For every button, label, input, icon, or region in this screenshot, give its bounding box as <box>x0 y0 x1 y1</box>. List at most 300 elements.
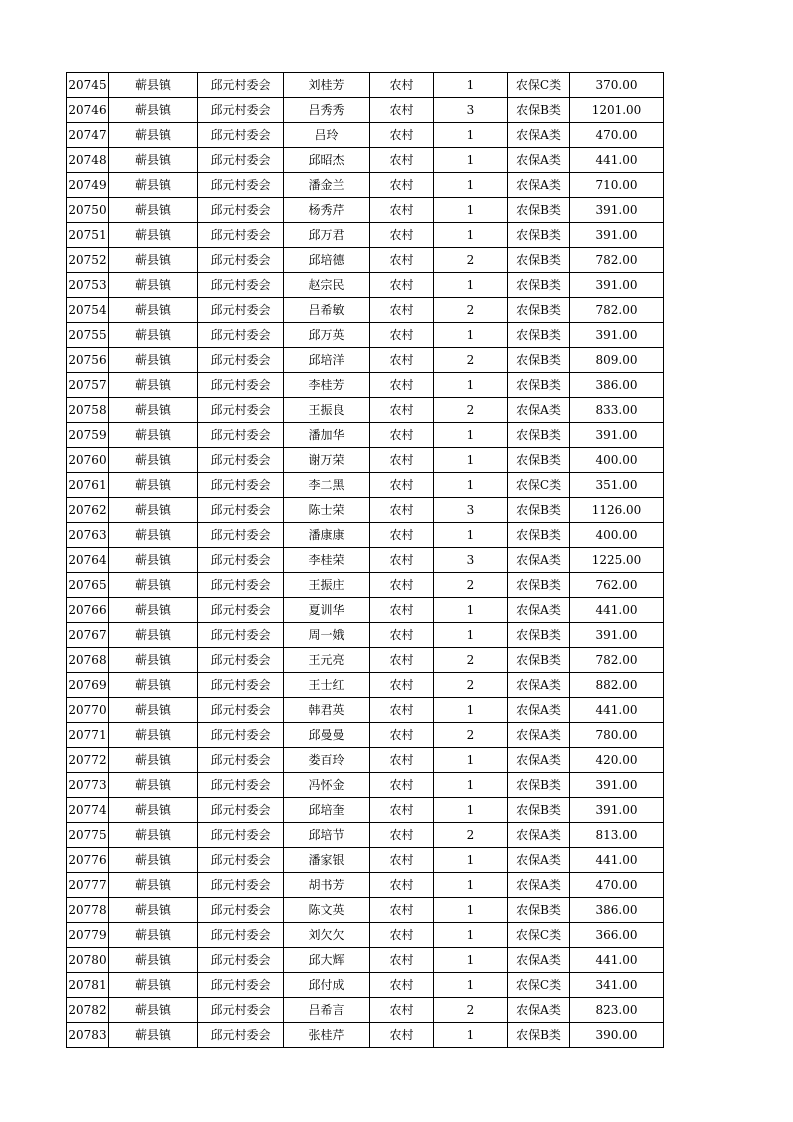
household-count-cell: 2 <box>434 348 508 373</box>
residence-type-cell: 农村 <box>370 98 434 123</box>
amount-cell: 391.00 <box>570 223 664 248</box>
town-cell: 蕲县镇 <box>109 198 198 223</box>
category-cell: 农保B类 <box>508 348 570 373</box>
table-row <box>67 448 664 473</box>
category-cell: 农保A类 <box>508 998 570 1023</box>
name-cell: 王元亮 <box>284 648 370 673</box>
table-row <box>67 998 664 1023</box>
amount-cell: 386.00 <box>570 898 664 923</box>
record-id-cell: 20768 <box>67 648 109 673</box>
name-cell: 刘欠欠 <box>284 923 370 948</box>
table-row <box>67 423 664 448</box>
town-cell: 蕲县镇 <box>109 798 198 823</box>
record-id-cell: 20782 <box>67 998 109 1023</box>
village-committee-cell: 邱元村委会 <box>198 898 284 923</box>
record-id-cell: 20763 <box>67 523 109 548</box>
town-cell: 蕲县镇 <box>109 573 198 598</box>
household-count-cell: 2 <box>434 648 508 673</box>
table-row <box>67 1023 664 1048</box>
village-committee-cell: 邱元村委会 <box>198 923 284 948</box>
table-row <box>67 148 664 173</box>
amount-cell: 386.00 <box>570 373 664 398</box>
amount-cell: 782.00 <box>570 298 664 323</box>
name-cell: 潘康康 <box>284 523 370 548</box>
table-row <box>67 573 664 598</box>
amount-cell: 1201.00 <box>570 98 664 123</box>
record-id-cell: 20752 <box>67 248 109 273</box>
category-cell: 农保B类 <box>508 898 570 923</box>
village-committee-cell: 邱元村委会 <box>198 673 284 698</box>
residence-type-cell: 农村 <box>370 498 434 523</box>
name-cell: 王士红 <box>284 673 370 698</box>
category-cell: 农保A类 <box>508 873 570 898</box>
category-cell: 农保C类 <box>508 973 570 998</box>
town-cell: 蕲县镇 <box>109 773 198 798</box>
village-committee-cell: 邱元村委会 <box>198 73 284 98</box>
household-count-cell: 1 <box>434 973 508 998</box>
household-count-cell: 2 <box>434 998 508 1023</box>
table-row <box>67 923 664 948</box>
table-row <box>67 248 664 273</box>
amount-cell: 470.00 <box>570 873 664 898</box>
name-cell: 刘桂芳 <box>284 73 370 98</box>
household-count-cell: 1 <box>434 148 508 173</box>
household-count-cell: 3 <box>434 498 508 523</box>
record-id-cell: 20755 <box>67 323 109 348</box>
town-cell: 蕲县镇 <box>109 548 198 573</box>
category-cell: 农保B类 <box>508 198 570 223</box>
table-row <box>67 648 664 673</box>
household-count-cell: 1 <box>434 848 508 873</box>
category-cell: 农保B类 <box>508 298 570 323</box>
town-cell: 蕲县镇 <box>109 923 198 948</box>
name-cell: 王振良 <box>284 398 370 423</box>
category-cell: 农保B类 <box>508 648 570 673</box>
town-cell: 蕲县镇 <box>109 148 198 173</box>
category-cell: 农保B类 <box>508 623 570 648</box>
residence-type-cell: 农村 <box>370 273 434 298</box>
table-row <box>67 948 664 973</box>
village-committee-cell: 邱元村委会 <box>198 298 284 323</box>
table-row <box>67 598 664 623</box>
amount-cell: 813.00 <box>570 823 664 848</box>
residence-type-cell: 农村 <box>370 598 434 623</box>
record-id-cell: 20753 <box>67 273 109 298</box>
town-cell: 蕲县镇 <box>109 598 198 623</box>
table-row <box>67 698 664 723</box>
amount-cell: 710.00 <box>570 173 664 198</box>
household-count-cell: 3 <box>434 548 508 573</box>
amount-cell: 400.00 <box>570 523 664 548</box>
residence-type-cell: 农村 <box>370 998 434 1023</box>
household-count-cell: 1 <box>434 198 508 223</box>
record-id-cell: 20767 <box>67 623 109 648</box>
category-cell: 农保B类 <box>508 248 570 273</box>
town-cell: 蕲县镇 <box>109 498 198 523</box>
village-committee-cell: 邱元村委会 <box>198 798 284 823</box>
residence-type-cell: 农村 <box>370 148 434 173</box>
amount-cell: 420.00 <box>570 748 664 773</box>
category-cell: 农保B类 <box>508 98 570 123</box>
town-cell: 蕲县镇 <box>109 723 198 748</box>
record-id-cell: 20783 <box>67 1023 109 1048</box>
name-cell: 韩君英 <box>284 698 370 723</box>
household-count-cell: 1 <box>434 173 508 198</box>
village-committee-cell: 邱元村委会 <box>198 948 284 973</box>
name-cell: 邱曼曼 <box>284 723 370 748</box>
name-cell: 谢万荣 <box>284 448 370 473</box>
residence-type-cell: 农村 <box>370 773 434 798</box>
name-cell: 邱培洋 <box>284 348 370 373</box>
amount-cell: 341.00 <box>570 973 664 998</box>
residence-type-cell: 农村 <box>370 698 434 723</box>
category-cell: 农保B类 <box>508 798 570 823</box>
household-count-cell: 1 <box>434 448 508 473</box>
town-cell: 蕲县镇 <box>109 523 198 548</box>
village-committee-cell: 邱元村委会 <box>198 548 284 573</box>
town-cell: 蕲县镇 <box>109 898 198 923</box>
category-cell: 农保B类 <box>508 1023 570 1048</box>
residence-type-cell: 农村 <box>370 73 434 98</box>
category-cell: 农保A类 <box>508 848 570 873</box>
amount-cell: 441.00 <box>570 698 664 723</box>
residence-type-cell: 农村 <box>370 873 434 898</box>
town-cell: 蕲县镇 <box>109 223 198 248</box>
amount-cell: 782.00 <box>570 248 664 273</box>
village-committee-cell: 邱元村委会 <box>198 698 284 723</box>
residence-type-cell: 农村 <box>370 123 434 148</box>
town-cell: 蕲县镇 <box>109 998 198 1023</box>
household-count-cell: 1 <box>434 948 508 973</box>
category-cell: 农保A类 <box>508 748 570 773</box>
residence-type-cell: 农村 <box>370 948 434 973</box>
residence-type-cell: 农村 <box>370 223 434 248</box>
town-cell: 蕲县镇 <box>109 423 198 448</box>
category-cell: 农保A类 <box>508 948 570 973</box>
amount-cell: 833.00 <box>570 398 664 423</box>
record-id-cell: 20765 <box>67 573 109 598</box>
category-cell: 农保B类 <box>508 523 570 548</box>
town-cell: 蕲县镇 <box>109 98 198 123</box>
amount-cell: 780.00 <box>570 723 664 748</box>
household-count-cell: 1 <box>434 1023 508 1048</box>
record-id-cell: 20781 <box>67 973 109 998</box>
table-row <box>67 498 664 523</box>
record-id-cell: 20761 <box>67 473 109 498</box>
household-count-cell: 1 <box>434 598 508 623</box>
table-row <box>67 723 664 748</box>
town-cell: 蕲县镇 <box>109 123 198 148</box>
household-count-cell: 2 <box>434 398 508 423</box>
household-count-cell: 1 <box>434 773 508 798</box>
residence-type-cell: 农村 <box>370 623 434 648</box>
category-cell: 农保A类 <box>508 823 570 848</box>
residence-type-cell: 农村 <box>370 348 434 373</box>
town-cell: 蕲县镇 <box>109 73 198 98</box>
household-count-cell: 2 <box>434 823 508 848</box>
household-count-cell: 1 <box>434 623 508 648</box>
amount-cell: 441.00 <box>570 598 664 623</box>
village-committee-cell: 邱元村委会 <box>198 723 284 748</box>
residence-type-cell: 农村 <box>370 373 434 398</box>
town-cell: 蕲县镇 <box>109 1023 198 1048</box>
name-cell: 潘加华 <box>284 423 370 448</box>
amount-cell: 391.00 <box>570 623 664 648</box>
residence-type-cell: 农村 <box>370 248 434 273</box>
household-count-cell: 1 <box>434 73 508 98</box>
record-id-cell: 20770 <box>67 698 109 723</box>
residence-type-cell: 农村 <box>370 198 434 223</box>
name-cell: 冯怀金 <box>284 773 370 798</box>
residence-type-cell: 农村 <box>370 298 434 323</box>
village-committee-cell: 邱元村委会 <box>198 648 284 673</box>
table-row <box>67 198 664 223</box>
village-committee-cell: 邱元村委会 <box>198 398 284 423</box>
category-cell: 农保A类 <box>508 548 570 573</box>
residence-type-cell: 农村 <box>370 173 434 198</box>
household-count-cell: 2 <box>434 248 508 273</box>
record-id-cell: 20757 <box>67 373 109 398</box>
village-committee-cell: 邱元村委会 <box>198 973 284 998</box>
amount-cell: 391.00 <box>570 273 664 298</box>
name-cell: 陈文英 <box>284 898 370 923</box>
record-id-cell: 20750 <box>67 198 109 223</box>
table-row <box>67 223 664 248</box>
record-id-cell: 20745 <box>67 73 109 98</box>
village-committee-cell: 邱元村委会 <box>198 123 284 148</box>
household-count-cell: 2 <box>434 573 508 598</box>
household-count-cell: 1 <box>434 223 508 248</box>
village-committee-cell: 邱元村委会 <box>198 248 284 273</box>
table-row <box>67 348 664 373</box>
name-cell: 吕玲 <box>284 123 370 148</box>
table-row <box>67 273 664 298</box>
record-id-cell: 20754 <box>67 298 109 323</box>
residence-type-cell: 农村 <box>370 848 434 873</box>
category-cell: 农保B类 <box>508 448 570 473</box>
household-count-cell: 1 <box>434 473 508 498</box>
category-cell: 农保B类 <box>508 223 570 248</box>
amount-cell: 370.00 <box>570 73 664 98</box>
village-committee-cell: 邱元村委会 <box>198 848 284 873</box>
amount-cell: 441.00 <box>570 148 664 173</box>
village-committee-cell: 邱元村委会 <box>198 573 284 598</box>
table-row <box>67 523 664 548</box>
category-cell: 农保A类 <box>508 398 570 423</box>
household-count-cell: 1 <box>434 423 508 448</box>
town-cell: 蕲县镇 <box>109 673 198 698</box>
table-row <box>67 73 664 98</box>
household-count-cell: 1 <box>434 323 508 348</box>
name-cell: 李二黑 <box>284 473 370 498</box>
village-committee-cell: 邱元村委会 <box>198 323 284 348</box>
category-cell: 农保B类 <box>508 498 570 523</box>
village-committee-cell: 邱元村委会 <box>198 473 284 498</box>
residence-type-cell: 农村 <box>370 398 434 423</box>
amount-cell: 1225.00 <box>570 548 664 573</box>
category-cell: 农保B类 <box>508 773 570 798</box>
name-cell: 潘家银 <box>284 848 370 873</box>
record-id-cell: 20779 <box>67 923 109 948</box>
village-committee-cell: 邱元村委会 <box>198 523 284 548</box>
record-id-cell: 20772 <box>67 748 109 773</box>
household-count-cell: 1 <box>434 898 508 923</box>
table-row <box>67 123 664 148</box>
category-cell: 农保B类 <box>508 423 570 448</box>
amount-cell: 823.00 <box>570 998 664 1023</box>
record-id-cell: 20748 <box>67 148 109 173</box>
village-committee-cell: 邱元村委会 <box>198 448 284 473</box>
village-committee-cell: 邱元村委会 <box>198 998 284 1023</box>
name-cell: 赵宗民 <box>284 273 370 298</box>
household-count-cell: 1 <box>434 923 508 948</box>
residence-type-cell: 农村 <box>370 523 434 548</box>
name-cell: 李桂芳 <box>284 373 370 398</box>
name-cell: 吕希敏 <box>284 298 370 323</box>
name-cell: 张桂芹 <box>284 1023 370 1048</box>
name-cell: 邱培奎 <box>284 798 370 823</box>
village-committee-cell: 邱元村委会 <box>198 598 284 623</box>
category-cell: 农保A类 <box>508 723 570 748</box>
amount-cell: 391.00 <box>570 423 664 448</box>
record-id-cell: 20762 <box>67 498 109 523</box>
record-id-cell: 20749 <box>67 173 109 198</box>
village-committee-cell: 邱元村委会 <box>198 823 284 848</box>
amount-cell: 470.00 <box>570 123 664 148</box>
category-cell: 农保A类 <box>508 123 570 148</box>
village-committee-cell: 邱元村委会 <box>198 198 284 223</box>
table-row <box>67 373 664 398</box>
name-cell: 邱大辉 <box>284 948 370 973</box>
town-cell: 蕲县镇 <box>109 298 198 323</box>
village-committee-cell: 邱元村委会 <box>198 373 284 398</box>
town-cell: 蕲县镇 <box>109 398 198 423</box>
town-cell: 蕲县镇 <box>109 823 198 848</box>
town-cell: 蕲县镇 <box>109 848 198 873</box>
residence-type-cell: 农村 <box>370 473 434 498</box>
town-cell: 蕲县镇 <box>109 748 198 773</box>
record-id-cell: 20769 <box>67 673 109 698</box>
village-committee-cell: 邱元村委会 <box>198 223 284 248</box>
residence-type-cell: 农村 <box>370 1023 434 1048</box>
category-cell: 农保A类 <box>508 598 570 623</box>
village-committee-cell: 邱元村委会 <box>198 773 284 798</box>
residence-type-cell: 农村 <box>370 548 434 573</box>
name-cell: 邱培德 <box>284 248 370 273</box>
household-count-cell: 1 <box>434 698 508 723</box>
residence-type-cell: 农村 <box>370 423 434 448</box>
household-count-cell: 1 <box>434 273 508 298</box>
name-cell: 王振庄 <box>284 573 370 598</box>
category-cell: 农保B类 <box>508 323 570 348</box>
table-row <box>67 323 664 348</box>
household-count-cell: 1 <box>434 123 508 148</box>
amount-cell: 390.00 <box>570 1023 664 1048</box>
table-body <box>67 73 664 1048</box>
residence-type-cell: 农村 <box>370 923 434 948</box>
village-committee-cell: 邱元村委会 <box>198 1023 284 1048</box>
town-cell: 蕲县镇 <box>109 273 198 298</box>
category-cell: 农保A类 <box>508 148 570 173</box>
household-count-cell: 1 <box>434 798 508 823</box>
amount-cell: 441.00 <box>570 948 664 973</box>
name-cell: 吕秀秀 <box>284 98 370 123</box>
residence-type-cell: 农村 <box>370 973 434 998</box>
town-cell: 蕲县镇 <box>109 448 198 473</box>
residence-type-cell: 农村 <box>370 748 434 773</box>
town-cell: 蕲县镇 <box>109 648 198 673</box>
record-id-cell: 20760 <box>67 448 109 473</box>
town-cell: 蕲县镇 <box>109 473 198 498</box>
table-row <box>67 898 664 923</box>
name-cell: 吕希言 <box>284 998 370 1023</box>
village-committee-cell: 邱元村委会 <box>198 148 284 173</box>
name-cell: 邱万英 <box>284 323 370 348</box>
name-cell: 周一娥 <box>284 623 370 648</box>
town-cell: 蕲县镇 <box>109 698 198 723</box>
village-committee-cell: 邱元村委会 <box>198 98 284 123</box>
record-id-cell: 20778 <box>67 898 109 923</box>
town-cell: 蕲县镇 <box>109 623 198 648</box>
record-id-cell: 20759 <box>67 423 109 448</box>
category-cell: 农保B类 <box>508 573 570 598</box>
residence-type-cell: 农村 <box>370 673 434 698</box>
record-id-cell: 20777 <box>67 873 109 898</box>
table-row <box>67 798 664 823</box>
record-id-cell: 20776 <box>67 848 109 873</box>
category-cell: 农保B类 <box>508 373 570 398</box>
town-cell: 蕲县镇 <box>109 373 198 398</box>
household-count-cell: 2 <box>434 723 508 748</box>
category-cell: 农保A类 <box>508 173 570 198</box>
residence-type-cell: 农村 <box>370 573 434 598</box>
amount-cell: 762.00 <box>570 573 664 598</box>
amount-cell: 400.00 <box>570 448 664 473</box>
record-id-cell: 20773 <box>67 773 109 798</box>
residence-type-cell: 农村 <box>370 323 434 348</box>
table-row <box>67 748 664 773</box>
table-row <box>67 398 664 423</box>
household-count-cell: 1 <box>434 373 508 398</box>
record-id-cell: 20756 <box>67 348 109 373</box>
village-committee-cell: 邱元村委会 <box>198 498 284 523</box>
town-cell: 蕲县镇 <box>109 873 198 898</box>
town-cell: 蕲县镇 <box>109 248 198 273</box>
name-cell: 邱培节 <box>284 823 370 848</box>
amount-cell: 391.00 <box>570 773 664 798</box>
household-count-cell: 2 <box>434 673 508 698</box>
household-count-cell: 1 <box>434 523 508 548</box>
name-cell: 夏训华 <box>284 598 370 623</box>
residence-type-cell: 农村 <box>370 723 434 748</box>
town-cell: 蕲县镇 <box>109 173 198 198</box>
record-id-cell: 20746 <box>67 98 109 123</box>
town-cell: 蕲县镇 <box>109 323 198 348</box>
category-cell: 农保C类 <box>508 73 570 98</box>
village-committee-cell: 邱元村委会 <box>198 423 284 448</box>
household-count-cell: 2 <box>434 298 508 323</box>
category-cell: 农保A类 <box>508 673 570 698</box>
record-id-cell: 20771 <box>67 723 109 748</box>
household-count-cell: 1 <box>434 873 508 898</box>
name-cell: 陈士荣 <box>284 498 370 523</box>
record-id-cell: 20747 <box>67 123 109 148</box>
amount-cell: 391.00 <box>570 323 664 348</box>
household-count-cell: 1 <box>434 748 508 773</box>
record-id-cell: 20775 <box>67 823 109 848</box>
table-row <box>67 473 664 498</box>
table-row <box>67 973 664 998</box>
